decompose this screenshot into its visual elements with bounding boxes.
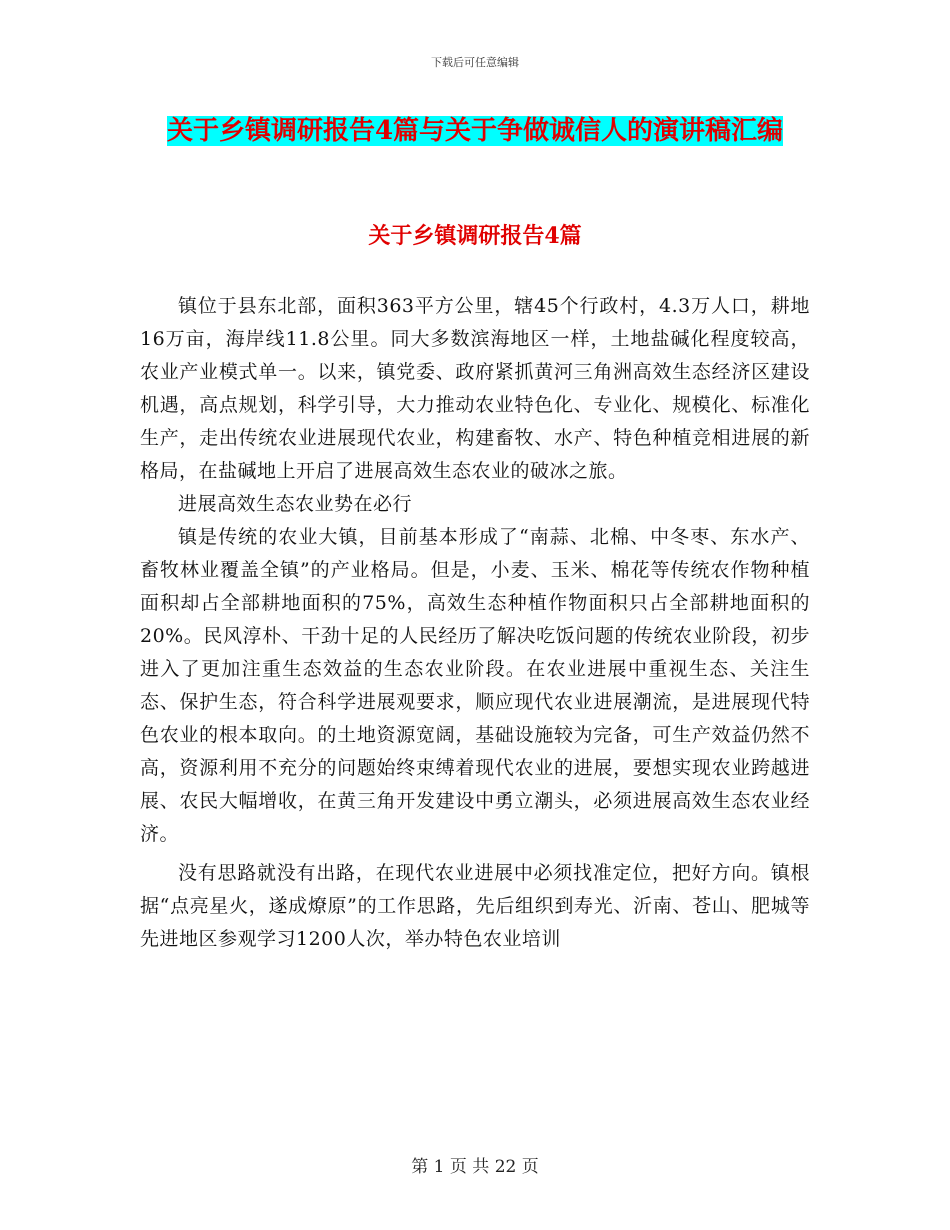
document-title-text: 关于乡镇调研报告4篇与关于争做诚信人的演讲稿汇编 xyxy=(166,116,784,146)
paragraph: 镇是传统的农业大镇，目前基本形成了“南蒜、北棉、中冬枣、东水产、畜牧林业覆盖全镇”的产业格局。但是，小麦、玉米、棉花等传统农作物种植面积却占全部耕地面积的75%，高效生态种植作物面积只占全部耕地面积的20%。民风淳朴、干劲十足的人民经历了解决吃饭问题的传统农业阶段，初步进入了更加注重生态效益的生态农业阶段。在农业进展中重视生态、关注生态、保护生态，符合科学进展观要求，顺应现代农业进展潮流，是进展现代特色农业的根本取向。的土地资源宽阔，基础设施较为完备，可生产效益仍然不高，资源利用不充分的问题始终束缚着现代农业的进展，要想实现农业跨越进展、农民大幅增收，在黄三角开发建设中勇立潮头，必须进展高效生态农业经济。 xyxy=(140,526,810,845)
paragraph: 没有思路就没有出路，在现代农业进展中必须找准定位，把好方向。镇根据“点亮星火，遂成燎原”的工作思路，先后组织到寿光、沂南、苍山、肥城等先进地区参观学习1200人次，举办特色农业培训 xyxy=(140,862,810,950)
document-body xyxy=(140,290,810,956)
paragraph-subheading: 进展高效生态农业势在必行 xyxy=(178,493,413,515)
section-title: 关于乡镇调研报告4篇 xyxy=(368,223,582,249)
document-title xyxy=(140,108,810,154)
header-note: 下载后可任意编辑 xyxy=(431,56,519,69)
page-indicator: 第 1 页 共 22 页 xyxy=(411,1157,539,1177)
paragraph: 镇位于县东北部，面积363平方公里，辖45个行政村，4.3万人口，耕地16万亩，海岸线11.8公里。同大多数滨海地区一样，土地盐碱化程度较高，农业产业模式单一。以来，镇党委、政府紧抓黄河三角洲高效生态经济区建设机遇，高点规划，科学引导，大力推动农业特色化、专业化、规模化、标准化生产，走出传统农业进展现代农业，构建畜牧、水产、特色种植竞相进展的新格局，在盐碱地上开启了进展高效生态农业的破冰之旅。 xyxy=(140,295,810,482)
